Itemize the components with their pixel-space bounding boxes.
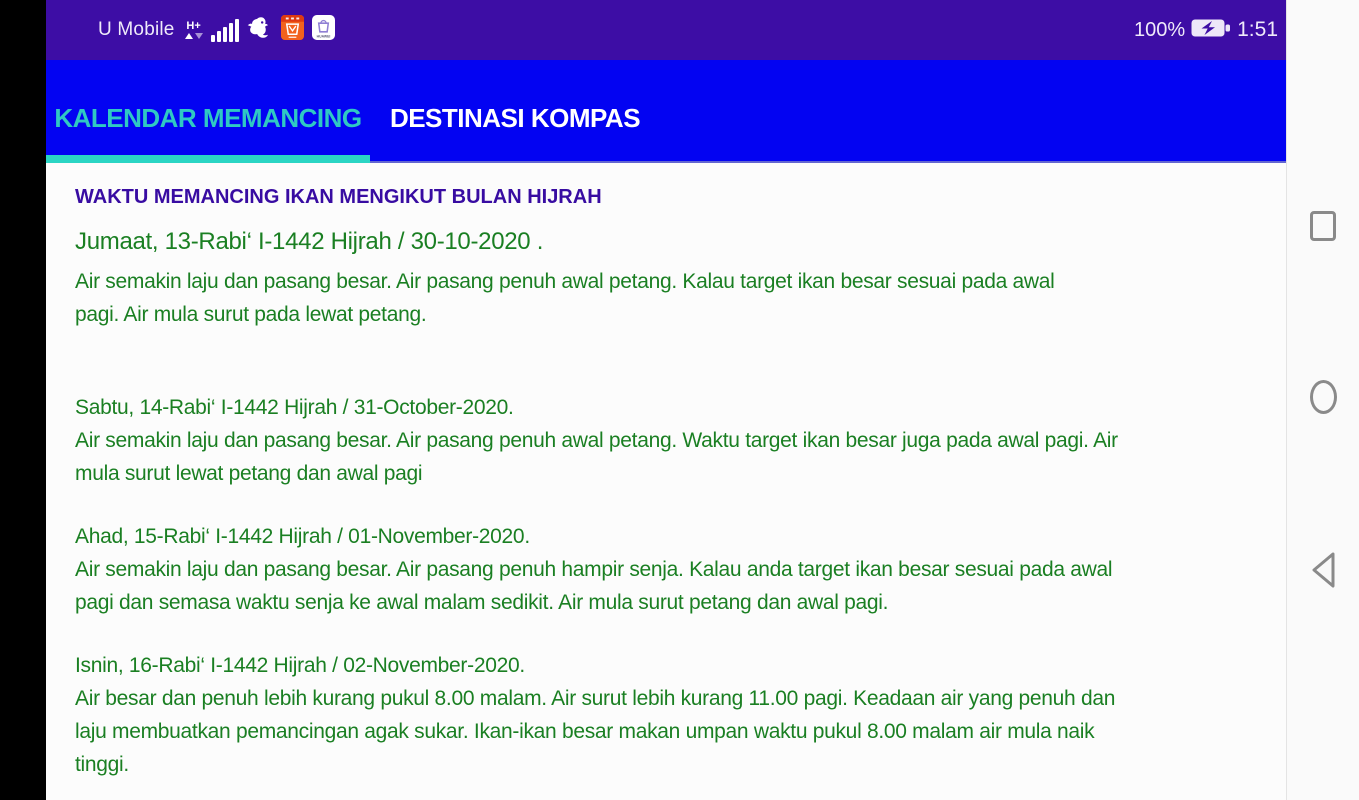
calendar-entry [75,227,1250,331]
back-button[interactable] [1287,549,1359,596]
calendar-entry [75,520,1250,619]
data-activity-arrows-icon [185,33,203,39]
signal-strength-icon [211,18,239,42]
entry-text-line: pagi dan semasa waktu senja ke awal malam sedikit. Air mula surut petang dan awal pagi. [75,591,889,614]
shop-app-icon [281,15,304,45]
battery-percent-label: 100% [1133,18,1186,41]
tab-destinasi-kompas[interactable] [370,74,660,163]
tab-bar [46,60,1286,163]
home-circle-icon [1310,380,1337,414]
back-triangle-icon [1307,549,1339,596]
page-title: WAKTU MEMANCING IKAN MENGIKUT BULAN HIJRAH [75,186,602,208]
status-bar-left [98,15,335,45]
hplus-label: H+ [186,20,201,32]
entry-date: Ahad, 15-Rabi‘ I-1442 Hijrah / 01-November-2020. [75,525,530,548]
tab-label: DESTINASI KOMPAS [389,103,641,133]
entry-date: Isnin, 16-Rabi‘ I-1442 Hijrah / 02-November-2020. [75,654,525,677]
huawei-appgallery-icon [312,15,335,45]
carrier-label: U Mobile [98,19,175,40]
entry-text-line: Air semakin laju dan pasang besar. Air pasang penuh hampir senja. Kalau anda target ikan besar sesuai pada awal [75,558,1113,581]
active-tab-indicator [46,155,370,163]
entry-text-line: tinggi. [75,753,129,776]
home-button[interactable] [1287,380,1359,414]
recents-square-icon [1310,211,1336,241]
clock-label: 1:51 [1237,18,1278,41]
status-bar [46,0,1286,60]
entry-text-line: pagi. Air mula surut pada lewat petang. [75,303,427,326]
entry-date: Sabtu, 14-Rabi‘ I-1442 Hijrah / 31-October-2020. [75,396,514,419]
system-nav-bar [1286,0,1359,800]
battery-charging-icon [1191,18,1231,43]
recents-button[interactable] [1287,211,1359,241]
network-type-indicator [185,21,203,39]
content-area[interactable] [46,163,1286,800]
entry-text-line: laju membuatkan pemancingan agak sukar. Ikan-ikan besar makan umpan waktu pukul 8.00 malam air mula naik [75,720,1095,743]
tab-label: KALENDAR MEMANCING [54,103,362,133]
entry-text-line: Air semakin laju dan pasang besar. Air pasang penuh awal petang. Waktu target ikan besar juga pada awal pagi. Air [75,429,1118,452]
entry-text-line: Air semakin laju dan pasang besar. Air pasang penuh awal petang. Kalau target ikan besar sesuai pada awal [75,270,1055,293]
uc-browser-icon [247,15,273,45]
entry-date: Jumaat, 13-Rabi‘ I-1442 Hijrah / 30-10-2020 . [75,228,544,255]
appgallery-label: HUAWEI [316,34,330,39]
app-window [46,0,1286,800]
calendar-entry [75,391,1250,490]
calendar-entry [75,649,1250,781]
entry-text-line: Air besar dan penuh lebih kurang pukul 8.00 malam. Air surut lebih kurang 11.00 pagi. Keadaan air yang penuh dan [75,687,1116,710]
status-bar-right [1134,18,1278,43]
tab-kalendar-memancing[interactable] [46,74,370,163]
entry-text-line: mula surut lewat petang dan awal pagi [75,462,423,485]
